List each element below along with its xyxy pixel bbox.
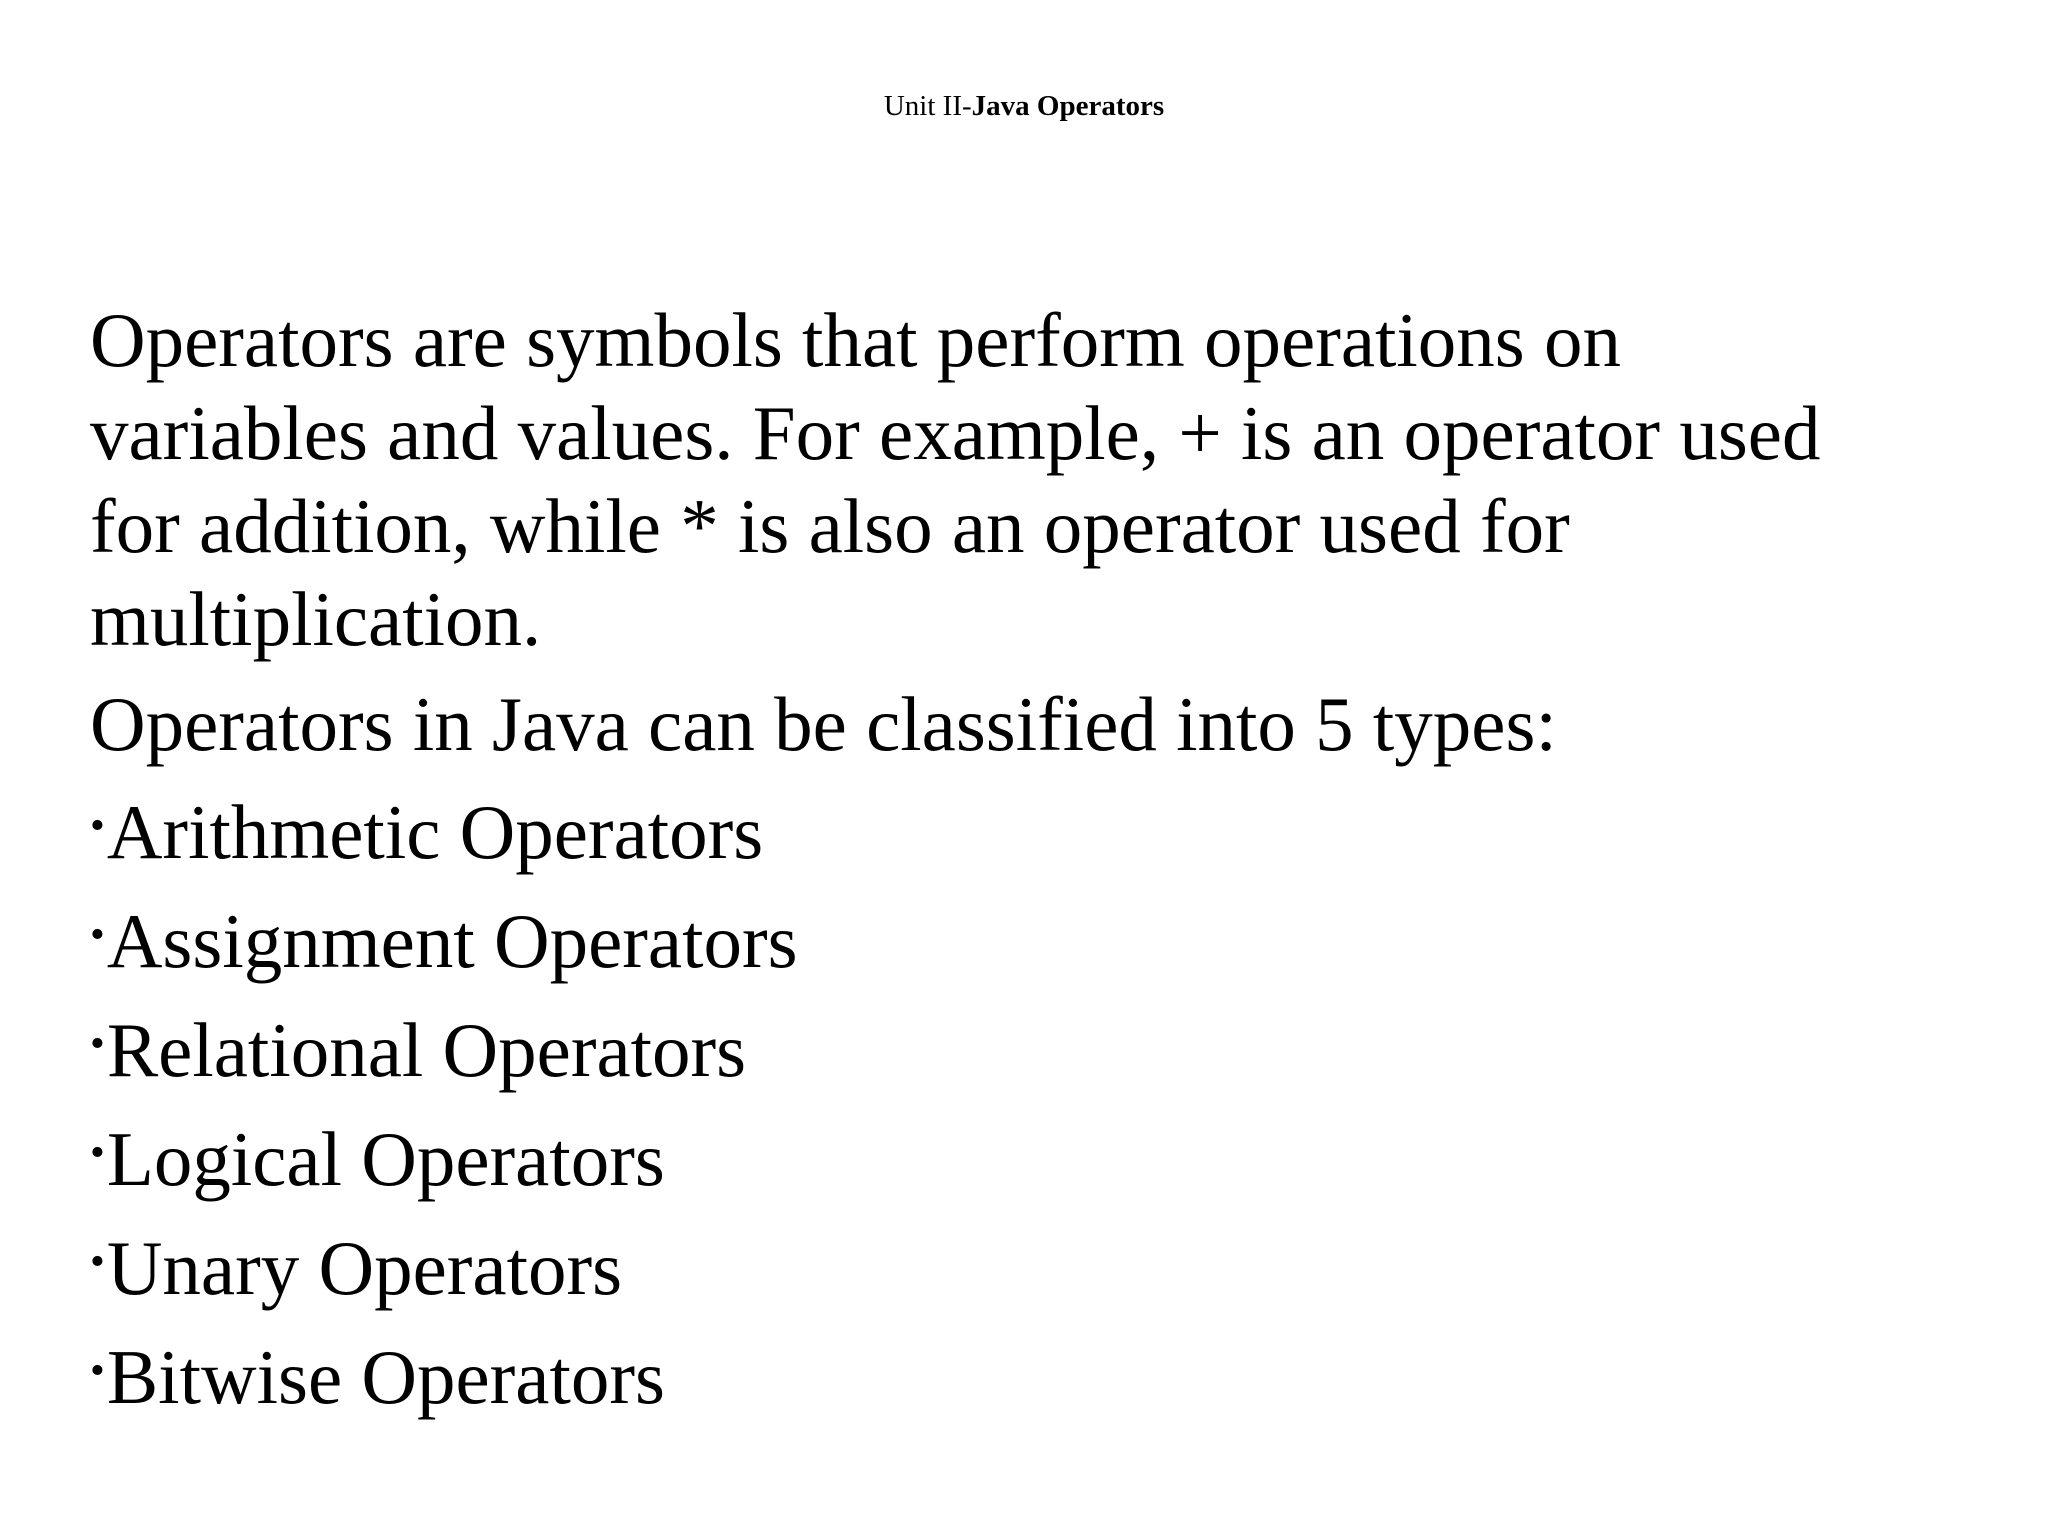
list-item: [90, 989, 1990, 1098]
intro-line: for addition, while * is also an operator used for: [90, 483, 1570, 569]
list-item-label: Logical Operators: [106, 1116, 665, 1203]
slide-header: [0, 86, 2048, 126]
list-item: [90, 1316, 1990, 1425]
header-prefix: Unit II-: [883, 90, 972, 122]
list-item: [90, 1098, 1990, 1207]
bullet-icon: •: [90, 1129, 105, 1176]
intro-line: multiplication.: [90, 576, 542, 662]
bullet-icon: •: [90, 1020, 105, 1067]
list-item-label: Relational Operators: [106, 1007, 747, 1094]
bullet-icon: •: [90, 802, 105, 849]
list-item-label: Arithmetic Operators: [106, 789, 764, 876]
list-item: [90, 1207, 1990, 1316]
bullet-icon: •: [90, 911, 105, 958]
list-item-label: Assignment Operators: [106, 898, 798, 985]
header-title: Java Operators: [971, 90, 1165, 122]
operator-types-list: [90, 771, 1990, 1425]
list-item: [90, 880, 1990, 989]
bullet-icon: •: [90, 1238, 105, 1285]
list-item-label: Bitwise Operators: [106, 1334, 665, 1421]
list-item-label: Unary Operators: [106, 1225, 623, 1312]
classification-paragraph: Operators in Java can be classified into 5 types:: [90, 681, 1557, 767]
bullet-icon: •: [90, 1347, 105, 1394]
intro-line: Operators are symbols that perform operations on: [90, 297, 1622, 383]
slide-body: [90, 294, 1990, 1425]
intro-paragraph: [90, 294, 1990, 666]
list-item: [90, 771, 1990, 880]
intro-line: variables and values. For example, + is an operator used: [90, 390, 1821, 476]
